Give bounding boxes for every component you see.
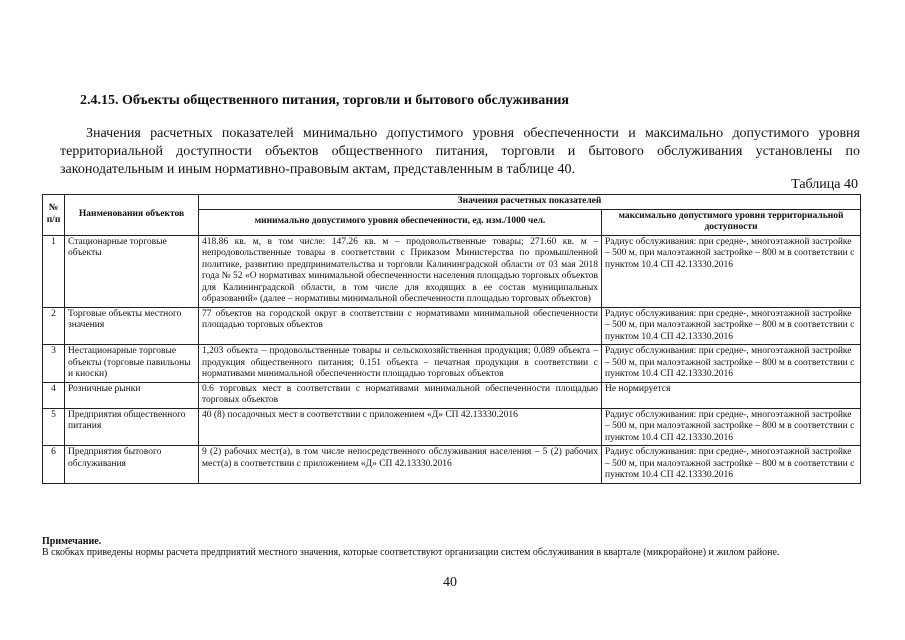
row-max: Радиус обслуживания: при средне-, многоэтажной застройке – 500 м, при малоэтажной застройке – 800 м в соответствии с пунктом 10.4 СП 42.13330.2016 — [602, 345, 861, 383]
row-name: Розничные рынки — [65, 382, 199, 408]
row-min: 40 (8) посадочных мест в соответствии с приложением «Д» СП 42.13330.2016 — [199, 408, 602, 446]
row-max: Радиус обслуживания: при средне-, многоэтажной застройке – 500 м, при малоэтажной застройке – 800 м в соответствии с пунктом 10.4 СП 42.13330.2016 — [602, 408, 861, 446]
header-num: № п/п — [43, 195, 65, 236]
note-text: В скобках приведены нормы расчета предприятий местного значения, которые соответствуют организации систем обслуживания в квартале (микрорайоне) и жилом районе. — [42, 547, 780, 558]
row-name: Стационарные торговые объекты — [65, 235, 199, 307]
row-num: 4 — [43, 382, 65, 408]
note-title: Примечание. — [42, 536, 102, 547]
row-min: 418.86 кв. м, в том числе: 147.26 кв. м – продовольственные товары; 271.60 кв. м – непродовольственные товары в соответствии с Приказом Министерства по промышленной политике, развитию предпринимательства и торговли Калининградской области от 03 мая 2018 года № 52 «О нормативах минимальной обеспеченности населения площадью торговых объектов для Калининградской области, в том числе для входящих в ее состав муниципальных образований» (далее – нормативы минимальной обеспеченности площадью торговых объектов) — [199, 235, 602, 307]
row-min: 1,203 объекта – продовольственные товары и сельскохозяйственная продукция; 0.089 объекта – продукция общественного питания; 0.151 объекта – печатная продукция в соответствии с нормативами минимальной обеспеченности площадью торговых объектов — [199, 345, 602, 383]
header-min: минимально допустимого уровня обеспеченности, ед. изм./1000 чел. — [199, 209, 602, 235]
row-min: 0.6 торговых мест в соответствии с нормативами минимальной обеспеченности площадью торговых объектов — [199, 382, 602, 408]
table-row — [43, 408, 861, 446]
header-name: Наименования объектов — [65, 195, 199, 236]
row-num: 5 — [43, 408, 65, 446]
row-num: 2 — [43, 307, 65, 345]
row-max: Не нормируется — [602, 382, 861, 408]
row-name: Торговые объекты местного значения — [65, 307, 199, 345]
intro-paragraph: Значения расчетных показателей минимально допустимого уровня обеспеченности и максимально допустимого уровня территориальной доступности объектов общественного питания, торговли и бытового обслуживания установлены по законодательным и иным нормативно-правовым актам, представленным в таблице 40. — [60, 126, 860, 177]
row-max: Радиус обслуживания: при средне-, многоэтажной застройке – 500 м, при малоэтажной застройке – 800 м в соответствии с пунктом 10.4 СП 42.13330.2016 — [602, 235, 861, 307]
row-name: Предприятия бытового обслуживания — [65, 446, 199, 484]
section-heading: 2.4.15. Объекты общественного питания, торговли и бытового обслуживания — [80, 93, 570, 108]
row-num: 3 — [43, 345, 65, 383]
norms-table — [42, 194, 861, 484]
table-row — [43, 382, 861, 408]
table-row — [43, 446, 861, 484]
row-max: Радиус обслуживания: при средне-, многоэтажной застройке – 500 м, при малоэтажной застройке – 800 м в соответствии с пунктом 10.4 СП 42.13330.2016 — [602, 307, 861, 345]
row-min: 9 (2) рабочих мест(а), в том числе непосредственного обслуживания населения – 5 (2) рабочих мест(а) в соответствии с приложением «Д» СП 42.13330.2016 — [199, 446, 602, 484]
page-number: 40 — [443, 575, 457, 590]
table-row — [43, 307, 861, 345]
row-min: 77 объектов на городской округ в соответствии с нормативами минимальной обеспеченности площадью торговых объектов — [199, 307, 602, 345]
row-name: Предприятия общественного питания — [65, 408, 199, 446]
row-name: Нестационарные торговые объекты (торговые павильоны и киоски) — [65, 345, 199, 383]
header-max: максимально допустимого уровня территориальной доступности — [602, 209, 861, 235]
row-max: Радиус обслуживания: при средне-, многоэтажной застройке – 500 м, при малоэтажной застройке – 800 м в соответствии с пунктом 10.4 СП 42.13330.2016 — [602, 446, 861, 484]
row-num: 1 — [43, 235, 65, 307]
table-row — [43, 235, 861, 307]
table-caption: Таблица 40 — [791, 177, 858, 192]
row-num: 6 — [43, 446, 65, 484]
header-group: Значения расчетных показателей — [199, 195, 861, 210]
table-row — [43, 345, 861, 383]
